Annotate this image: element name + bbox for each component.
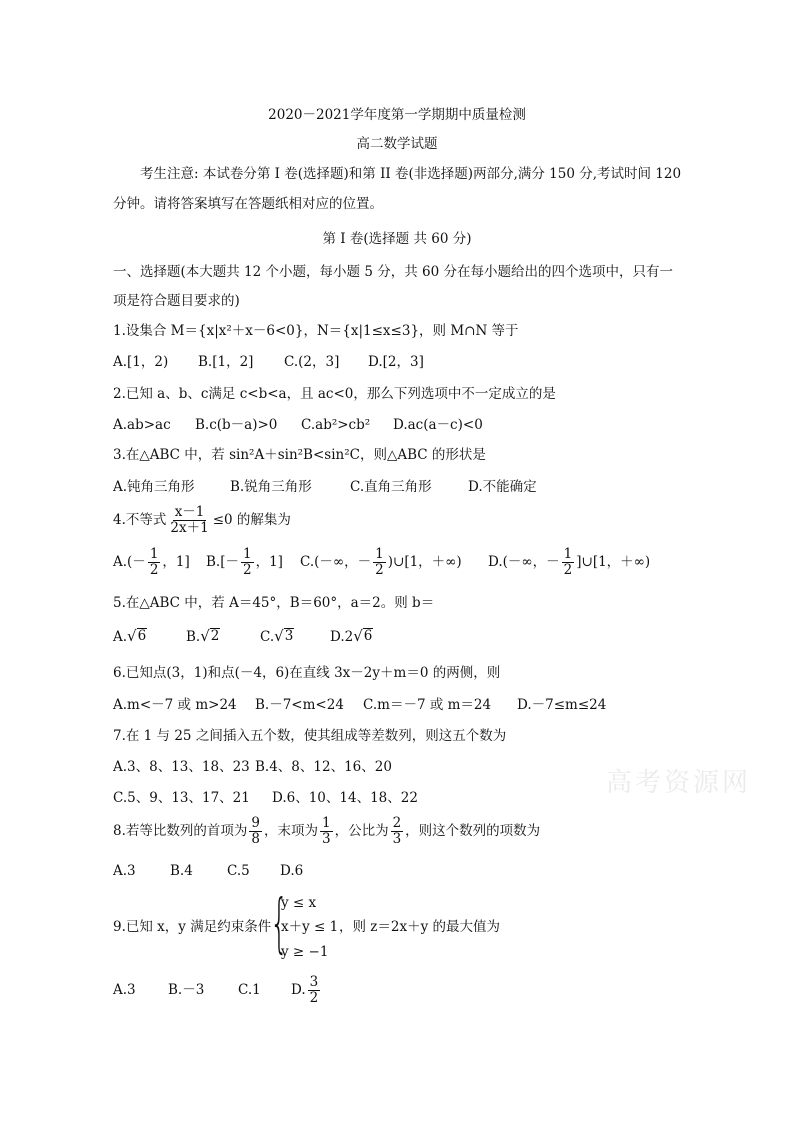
q7-options-row-2 [113,789,418,807]
q2-option-c: C.ab²>cb² [301,417,371,433]
q4-d-den: 2 [563,562,573,578]
q4-fraction-denominator: 2x＋1 [170,520,209,536]
q5-option-d [330,628,373,646]
notice-line-2: 分钟。请将答案填写在答题纸相对应的位置。 [113,196,383,212]
q4-a-fraction [148,547,161,578]
q9-option-b: B.－3 [168,982,205,998]
q7-option-c: C.5、9、13、17、21 [113,790,250,806]
q4-a-den: 2 [149,562,159,578]
q5-option-b [186,628,260,646]
q9-suffix: ，则 z＝2x＋y 的最大值为 [339,919,501,935]
q4-c-fraction [373,547,386,578]
q6-stem: 6.已知点(3，1)和点(－4，6)在直线 3x－2y＋m＝0 的两侧，则 [113,665,501,681]
q9-option-a: A.3 [113,982,136,998]
q1-option-a: A.[1，2) [113,354,169,370]
sqrt-sign-icon: √ [200,627,210,645]
q4-a-post: ，1] [162,554,190,570]
section-intro-1: 一、选择题(本大题共 12 个小题，每小题 5 分，共 60 分在每小题给出的四个选项中，只有一 [113,264,673,280]
q4-d-num: 1 [563,546,573,562]
q3-options [113,478,537,496]
q8-fraction-3 [391,816,404,847]
q5-stem: 5.在△ABC 中，若 A＝45°，B＝60°，a＝2。则 b＝ [113,595,435,611]
q5-c-pre: C. [260,629,275,645]
q9-option-d [291,973,322,1007]
q7-option-d: D.6、10、14、18、22 [272,790,418,806]
q1-options [113,353,424,371]
sqrt-sign-icon: √ [353,627,363,645]
q9-brace-icon: { [270,887,289,961]
q9-constraint-3: y ≥ −1 [281,944,329,960]
q4-option-a [113,545,206,579]
q8-part-4: ，则这个数列的项数为 [405,823,541,839]
q4-c-pre: C.(－∞，－ [300,554,372,570]
q2-option-d: D.ac(a－c)<0 [393,417,483,433]
q5-option-c [260,628,330,646]
q5-options [113,628,373,646]
q8-option-a: A.3 [113,863,136,879]
q5-a-pre: A. [113,629,128,645]
q4-b-num: 1 [242,546,252,562]
q7-option-a: A.3、8、13、18、23 [113,759,250,775]
q7-option-b: B.4、8、12、16、20 [255,759,392,775]
q8-part-1: 8.若等比数列的首项为 [113,823,248,839]
q1-stem: 1.设集合 M＝{x|x²＋x－6<0}，N＝{x|1≤x≤3}，则 M∩N 等于 [113,323,519,339]
q8-part-2: ，末项为 [263,823,318,839]
q9-d-den: 2 [309,990,319,1006]
q4-b-fraction [241,547,254,578]
q4-c-den: 2 [375,562,384,578]
q4-b-pre: B.[－ [206,554,239,570]
q8-options [113,862,303,880]
q2-option-a: A.ab>ac [113,417,171,433]
q8-stem [113,814,540,848]
section-intro-2: 项是符合题目要求的) [113,293,240,309]
q1-option-c: C.(2，3] [284,354,340,370]
q5-c-radicand: 3 [284,628,294,644]
q4-suffix: ≤0 的解集为 [212,512,291,528]
q9-prefix: 9.已知 x，y 满足约束条件 [113,919,272,935]
q3-option-c: C.直角三角形 [350,479,432,495]
q4-c-num: 1 [375,546,384,562]
sqrt-sign-icon: √ [274,627,284,645]
q4-b-post: ，1] [255,554,283,570]
q4-prefix: 4.不等式 [113,512,167,528]
q2-stem: 2.已知 a、b、c满足 c<b<a，且 ac<0，那么下列选项中不一定成立的是 [113,386,556,402]
q9-constraint-2: x＋y ≤ 1 [281,919,339,935]
q4-options [113,545,650,579]
q5-option-a [113,628,186,646]
q8-f1-num: 9 [251,815,260,831]
exam-title: 2020－2021学年度第一学期期中质量检测 [268,107,526,123]
watermark: 高考资源网 [606,768,752,798]
q3-stem: 3.在△ABC 中，若 sin²A＋sin²B<sin²C，则△ABC 的形状是 [113,447,486,463]
q4-option-b [206,545,300,579]
q5-d-sqrt [353,628,373,644]
q4-b-den: 2 [242,562,252,578]
q9-constraint-1: y ≤ x [281,895,317,911]
q6-option-b: B.－7<m<24 [255,697,344,713]
q6-option-d: D.－7≤m≤24 [517,697,607,713]
q7-options-row-1 [113,758,392,776]
notice-line-1: 考生注意: 本试卷分第 I 卷(选择题)和第 II 卷(非选择题)两部分,满分 150 分,考试时间 120 [140,166,682,182]
q5-a-sqrt [127,628,147,644]
exam-subtitle: 高二数学试题 [356,136,438,152]
q6-options [113,696,606,714]
q9-d-pre: D. [291,982,306,998]
q9-d-num: 3 [309,974,319,990]
q2-options [113,416,483,434]
q1-option-d: D.[2，3] [368,354,424,370]
q5-b-sqrt [200,628,220,644]
q8-f2-den: 3 [321,831,331,847]
q8-fraction-2 [320,816,333,847]
q5-a-radicand: 6 [137,628,147,644]
q1-option-b: B.[1，2] [198,354,254,370]
q6-option-c: C.m＝－7 或 m＝24 [363,697,492,713]
q4-a-num: 1 [149,546,159,562]
q5-b-pre: B. [186,629,201,645]
sqrt-sign-icon: √ [127,627,137,645]
q4-c-post: )∪[1，＋∞) [387,554,462,570]
q4-d-pre: D.(－∞，－ [488,554,560,570]
q4-option-c [300,545,488,579]
q4-option-d [488,545,650,579]
q4-d-post: ]∪[1，＋∞) [576,554,651,570]
q6-option-a: A.m<－7 或 m>24 [113,697,237,713]
q8-part-3: ，公比为 [334,823,389,839]
q4-fraction [168,505,210,536]
q9-option-c: C.1 [238,982,261,998]
q3-option-d: D.不能确定 [468,479,537,495]
q4-fraction-numerator: x－1 [174,504,205,520]
q3-option-b: B.锐角三角形 [230,479,312,495]
q5-d-radicand: 6 [363,628,373,644]
q5-c-sqrt [274,628,294,644]
q8-option-d: D.6 [280,863,304,879]
q7-stem: 7.在 1 与 25 之间插入五个数，使其组成等差数列，则这五个数为 [113,728,507,744]
q5-d-pre: D.2 [330,629,354,645]
q9-d-fraction [308,975,321,1006]
q8-f3-num: 2 [392,815,402,831]
q8-fraction-1 [249,816,262,847]
q9-options [113,973,322,1007]
q3-option-a: A.钝角三角形 [113,479,195,495]
q8-option-b: B.4 [170,863,193,879]
q8-f1-den: 8 [251,831,260,847]
q5-b-radicand: 2 [210,628,220,644]
q8-option-c: C.5 [227,863,250,879]
q2-option-b: B.c(b－a)>0 [195,417,278,433]
q8-f2-num: 1 [321,815,331,831]
q4-stem [113,503,291,537]
q8-f3-den: 3 [392,831,402,847]
q4-a-pre: A.(－ [113,554,146,570]
q4-d-fraction [562,547,575,578]
section-title: 第 I 卷(选择题 共 60 分) [322,231,472,247]
